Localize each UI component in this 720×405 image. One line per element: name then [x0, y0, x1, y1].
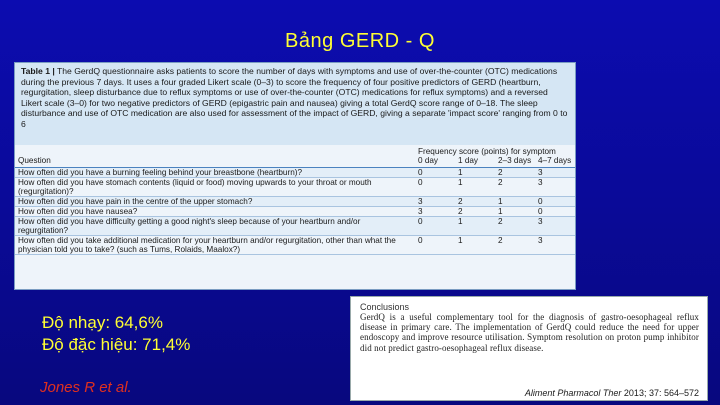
score-cell: 3 [535, 236, 575, 255]
journal-name: Aliment Pharmacol Ther [524, 388, 622, 398]
table-row [15, 178, 575, 197]
score-cell: 1 [455, 178, 495, 197]
score-cell: 2 [495, 178, 535, 197]
score-cell: 2 [455, 197, 495, 207]
question-cell: How often did you have difficulty getting a good night's sleep because of your heartburn and/or regurgitation? [15, 217, 415, 236]
question-cell: How often did you have stomach contents (liquid or food) moving upwards to your throat or mouth (regurgitation)? [15, 178, 415, 197]
table-row [15, 168, 575, 178]
score-cell: 1 [495, 197, 535, 207]
gerdq-table [15, 145, 575, 255]
column-header: 0 day [415, 156, 455, 168]
journal-volume: 2013; 37: 564–572 [621, 388, 699, 398]
score-cell: 2 [495, 236, 535, 255]
question-cell: How often did you have pain in the centre of the upper stomach? [15, 197, 415, 207]
score-cell: 2 [495, 168, 535, 178]
conclusion-heading: Conclusions [360, 302, 410, 312]
score-cell: 3 [535, 178, 575, 197]
score-cell: 3 [535, 217, 575, 236]
question-cell: How often did you have nausea? [15, 207, 415, 217]
column-header-row [15, 156, 575, 168]
score-cell: 2 [495, 217, 535, 236]
journal-citation [525, 388, 699, 398]
score-cell: 1 [455, 236, 495, 255]
column-header: 4–7 days [535, 156, 575, 168]
specificity-text: Độ đặc hiệu: 71,4% [42, 335, 191, 354]
frequency-header: Frequency score (points) for symptom [418, 147, 556, 156]
caption-text: The GerdQ questionnaire asks patients to score the number of days with symptoms and use of over-the-counter (OTC) medications during the previous 7 days. It uses a four graded Likert scale (0–3) to score the frequency of four positive predictors of GERD (heartburn, regurgitation, sleep disturbance due to reflux symptoms or use of over-the-counter (OTC) medications for reflux symptoms) and a reversed Likert scale (3–0) for two negative predictors of GERD (epigastric pain and nausea) giving a total GerdQ score range of 0–18. The sleep disturbance and use of OTC medication are also used for assessment of the impact of GERD, giving a separate 'impact score' ranging from 0 to 6 [21, 66, 568, 129]
score-cell: 0 [415, 178, 455, 197]
gerdq-table-figure [14, 62, 576, 290]
conclusion-text: GerdQ is a useful complementary tool for the diagnosis of gastro-oesophageal reflux disease in primary care. The implementation of GerdQ could reduce the need for upper endoscopy and improve resource utilisation. Symptom resolution on proton pump inhibitor did not predict gastro-oesophageal reflux disease. [360, 312, 699, 353]
author-citation: Jones R et al. [40, 379, 132, 396]
score-cell: 3 [535, 168, 575, 178]
score-cell: 0 [415, 217, 455, 236]
question-header: Question [15, 156, 415, 168]
table-caption [15, 63, 575, 145]
score-cell: 0 [415, 236, 455, 255]
score-cell: 0 [415, 168, 455, 178]
score-cell: 3 [415, 197, 455, 207]
table-row [15, 207, 575, 217]
table-row [15, 236, 575, 255]
column-header: 1 day [455, 156, 495, 168]
score-cell: 1 [455, 168, 495, 178]
sensitivity-text: Độ nhạy: 64,6% [42, 313, 163, 332]
score-cell: 3 [415, 207, 455, 217]
score-cell: 0 [535, 207, 575, 217]
table-row [15, 217, 575, 236]
frequency-header-row [15, 145, 575, 156]
stats-block [42, 312, 190, 356]
question-cell: How often did you take additional medication for your heartburn and/or regurgitation, other than what the physician told you to take? (such as Tums, Rolaids, Maalox?) [15, 236, 415, 255]
score-cell: 1 [455, 217, 495, 236]
conclusion-box [350, 296, 708, 401]
score-cell: 0 [535, 197, 575, 207]
slide-title: Bảng GERD - Q [285, 30, 435, 52]
score-cell: 2 [455, 207, 495, 217]
table-row [15, 197, 575, 207]
score-cell: 1 [495, 207, 535, 217]
column-header: 2–3 days [495, 156, 535, 168]
question-cell: How often did you have a burning feeling behind your breastbone (heartburn)? [15, 168, 415, 178]
caption-label: Table 1 | [21, 66, 55, 76]
